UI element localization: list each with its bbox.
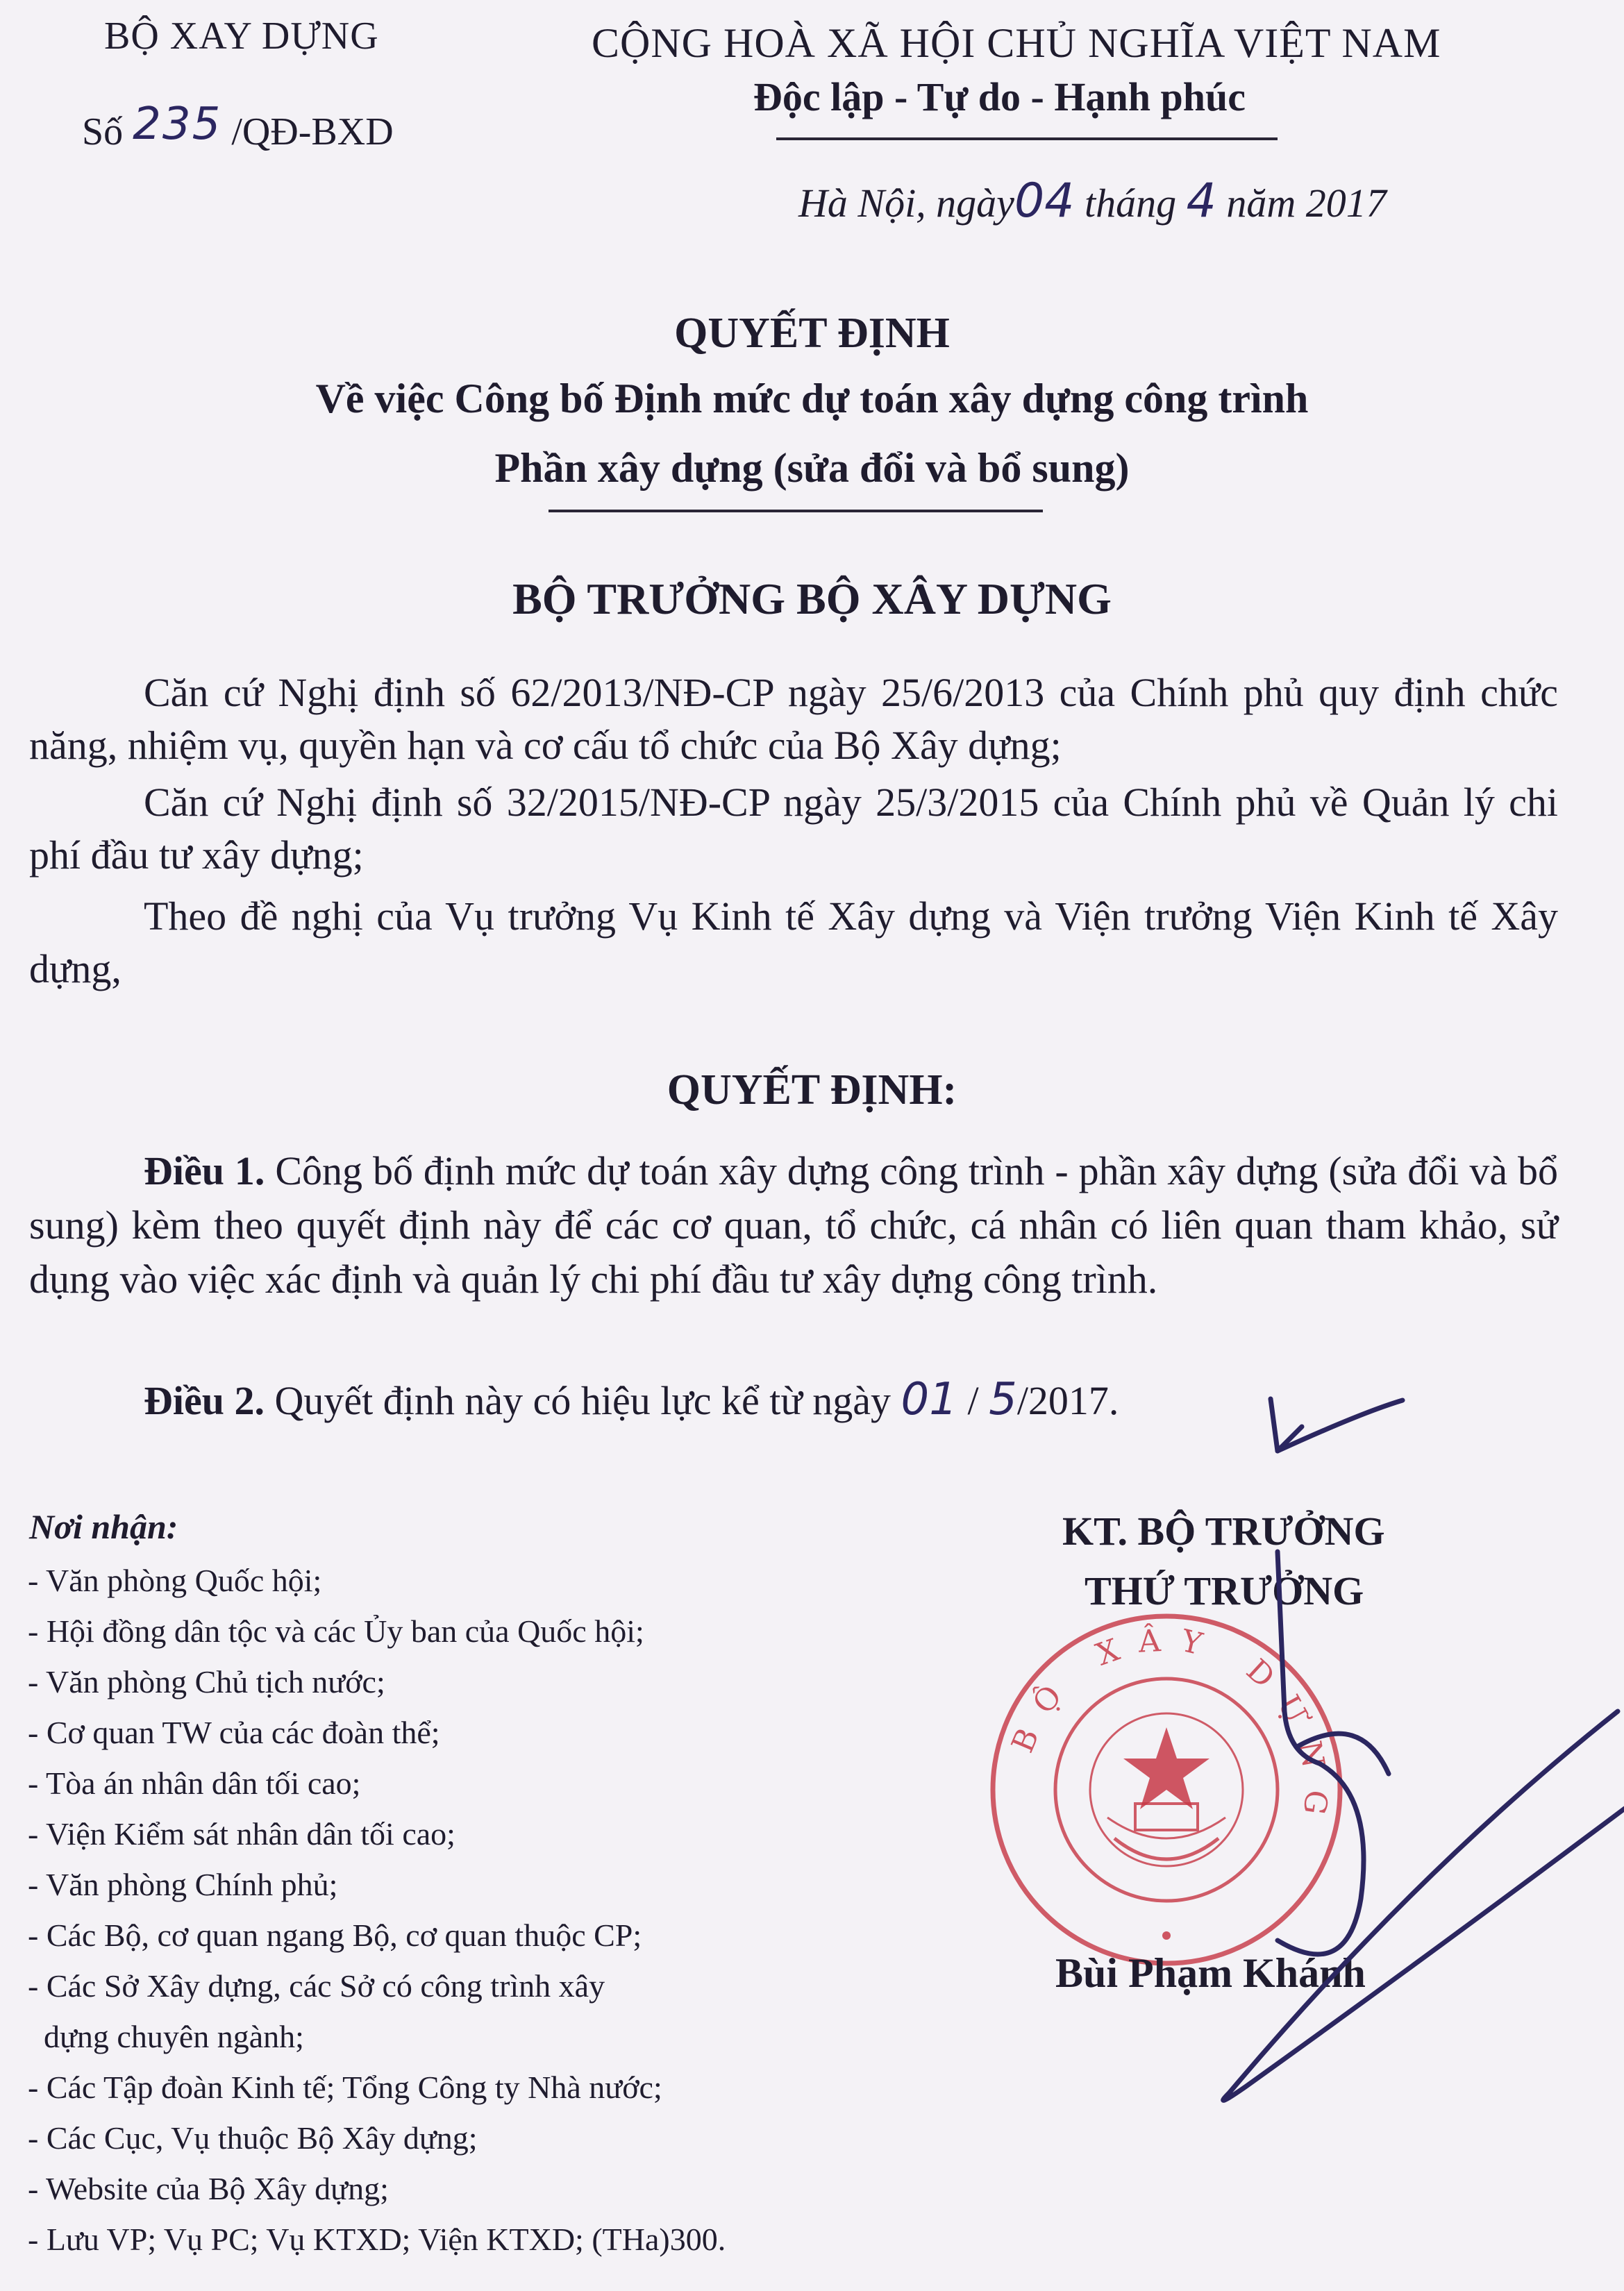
recipient-item: dựng chuyên ngành; xyxy=(28,2019,304,2054)
recipient-item: - Viện Kiểm sát nhân dân tối cao; xyxy=(28,1816,455,1852)
recipient-item: - Các Bộ, cơ quan ngang Bộ, cơ quan thuộc CP; xyxy=(28,1917,642,1953)
handwritten-signature-icon xyxy=(1069,1385,1624,2114)
recipient-item: - Văn phòng Chủ tịch nước; xyxy=(28,1664,385,1700)
effective-month: 5 xyxy=(989,1374,1017,1425)
signer-position: THỨ TRƯỞNG xyxy=(1085,1568,1364,1613)
recipient-item: - Hội đồng dân tộc và các Ủy ban của Quốc hội; xyxy=(28,1613,644,1649)
article-1-text: Công bố định mức dự toán xây dựng công trình - phần xây dựng (sửa đổi và bổ sung) kèm theo quyết định này để các cơ quan, tổ chức, cá nhân có liên quan tham khảo, sử dụng vào việc xác định và quản lý chi phí đầu tư xây dựng công trình. xyxy=(29,1148,1558,1302)
article-1 xyxy=(29,1144,1558,1307)
article-2-label: Điều 2. xyxy=(144,1378,265,1423)
date-day: 04 xyxy=(1014,174,1075,228)
document-title: QUYẾT ĐỊNH xyxy=(674,310,950,357)
national-motto: Độc lập - Tự do - Hạnh phúc xyxy=(753,74,1246,119)
recipient-item: - Website của Bộ Xây dựng; xyxy=(28,2171,389,2206)
recipients-list xyxy=(28,1555,726,2265)
document-number xyxy=(82,99,394,156)
doc-no-suffix: /QĐ-BXD xyxy=(231,110,394,153)
recipient-item: - Cơ quan TW của các đoàn thể; xyxy=(28,1715,440,1750)
recipient-item: - Các Cục, Vụ thuộc Bộ Xây dựng; xyxy=(28,2120,478,2156)
recipient-item: - Tòa án nhân dân tối cao; xyxy=(28,1765,361,1801)
signer-name: Bùi Phạm Khánh xyxy=(1055,1950,1366,1996)
date-year: năm 2017 xyxy=(1226,181,1387,226)
subject-line-1: Về việc Công bố Định mức dự toán xây dựng công trình xyxy=(315,376,1309,421)
preamble-paragraph-2: Căn cứ Nghị định số 32/2015/NĐ-CP ngày 25/3/2015 của Chính phủ về Quản lý chi phí đầu tư xây dựng; xyxy=(29,780,1558,878)
recipient-item: - Các Tập đoàn Kinh tế; Tổng Công ty Nhà nước; xyxy=(28,2070,662,2105)
effective-year: /2017. xyxy=(1016,1378,1119,1423)
preamble-paragraph-1: Căn cứ Nghị định số 62/2013/NĐ-CP ngày 25/6/2013 của Chính phủ quy định chức năng, nhiệm vụ, quyền hạn và cơ cấu tổ chức của Bộ Xây dựng; xyxy=(29,670,1558,768)
doc-no-prefix: Số xyxy=(82,110,124,153)
recipient-item: - Văn phòng Quốc hội; xyxy=(28,1563,322,1598)
article-1-label: Điều 1. xyxy=(144,1148,265,1193)
preamble-paragraph-3: Theo đề nghị của Vụ trưởng Vụ Kinh tế Xây dựng và Viện trưởng Viện Kinh tế Xây dựng, xyxy=(29,893,1558,991)
decision-heading: QUYẾT ĐỊNH: xyxy=(667,1066,957,1114)
recipient-item: - Văn phòng Chính phủ; xyxy=(28,1867,338,1902)
svg-text:BỘ XÂY DỰNG: BỘ XÂY DỰNG xyxy=(1005,1622,1335,1836)
recipient-item: - Lưu VP; Vụ PC; Vụ KTXD; Viện KTXD; (THa)300. xyxy=(28,2222,726,2257)
date-month: 4 xyxy=(1186,174,1216,228)
recipients-title: Nơi nhận: xyxy=(29,1507,178,1546)
signing-authority: KT. BỘ TRƯỞNG xyxy=(1062,1509,1385,1554)
article-2: Điều 2. Quyết định này có hiệu lực kể từ ngày 01 / 5/2017. xyxy=(144,1374,1119,1425)
subject-line-2: Phần xây dựng (sửa đổi và bổ sung) xyxy=(494,445,1130,491)
place-and-date xyxy=(798,174,1387,228)
recipient-item: - Các Sở Xây dựng, các Sở có công trình xây xyxy=(28,1968,605,2004)
minister-heading: BỘ TRƯỞNG BỘ XÂY DỰNG xyxy=(512,574,1112,623)
motto-underline xyxy=(776,137,1278,140)
date-place: Hà Nội, ngày xyxy=(798,181,1014,226)
doc-no-handwritten: 235 xyxy=(133,99,222,150)
issuing-ministry: BỘ XAY DỰNG xyxy=(104,15,379,58)
title-underline xyxy=(549,510,1043,512)
effective-day: 01 xyxy=(901,1374,957,1425)
article-2-text: Quyết định này có hiệu lực kể từ ngày xyxy=(274,1378,891,1423)
republic-name: CỘNG HOÀ XÃ HỘI CHỦ NGHĨA VIỆT NAM xyxy=(592,20,1441,66)
date-month-label: tháng xyxy=(1084,181,1177,226)
